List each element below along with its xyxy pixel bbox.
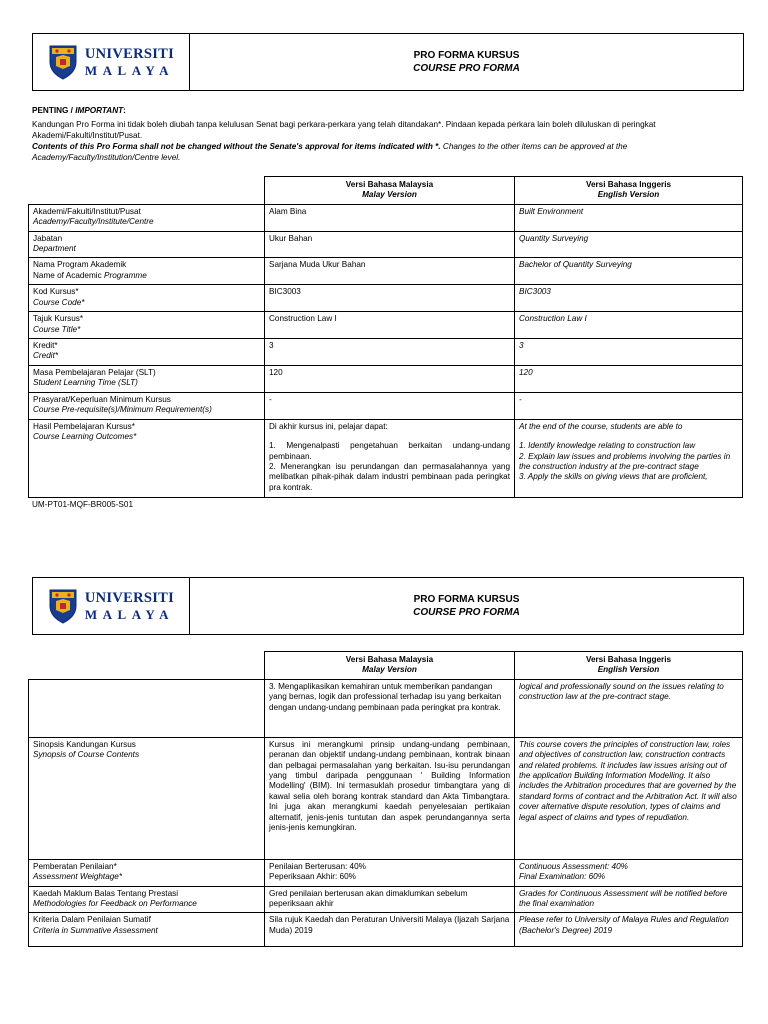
- table-row: [29, 231, 743, 258]
- criteria-malay: Sila rujuk Kaedah dan Peraturan Universiti Malaya (Ijazah Sarjana Muda) 2019: [265, 913, 515, 947]
- row-label-english: Course Pre-requisite(s)/Minimum Requirement(s): [33, 405, 212, 415]
- malay-column-title: Versi Bahasa Malaysia: [345, 655, 434, 664]
- assessment-malay: Penilaian Berterusan: 40%: [269, 861, 366, 871]
- feedback-row: [29, 886, 743, 913]
- column-header-row: [29, 177, 743, 205]
- synopsis-english: This course covers the principles of construction law, roles and objectives of construction law, construction contracts and related problems. It includes law issues arising out of the application Building Information Modelling. It also includes the Arbitration procedures that are governed by the standard forms of contract and the Arbitration Act. It will also cover alternative dispute resolution, types of claims and legal aspect of claims and types of repudiation.: [515, 737, 743, 859]
- column-header-row: [29, 652, 743, 680]
- row-label-english: Programme: [104, 270, 147, 280]
- logo-cell: [33, 34, 190, 90]
- row-label: Kriteria Dalam Penilaian Sumatif: [33, 915, 151, 925]
- row-label-english: Course Title*: [33, 324, 81, 334]
- table-row: [29, 392, 743, 419]
- page-subtitle: COURSE PRO FORMA: [413, 607, 520, 618]
- notice-colon: :: [123, 106, 126, 115]
- row-label: Masa Pembelajaran Pelajar (SLT): [33, 367, 156, 377]
- important-notice: [32, 105, 744, 163]
- university-logo: [48, 44, 174, 80]
- outcome-malay-item: 1. Mengenalpasti pengetahuan berkaitan undang-undang pembinaan.: [269, 441, 510, 461]
- row-label: Tajuk Kursus*: [33, 314, 84, 324]
- row-english-value: Built Environment: [515, 204, 743, 231]
- row-label-english: Academy/Faculty/Institute/Centre: [33, 217, 154, 227]
- row-label: Pemberatan Penilaian*: [33, 861, 117, 871]
- english-column-title: Versi Bahasa Inggeris: [585, 655, 672, 664]
- row-label: Akademi/Fakulti/Institut/Pusat: [33, 206, 141, 216]
- row-malay-value: 3: [265, 339, 515, 366]
- row-malay-value: 120: [265, 365, 515, 392]
- row-malay-value: Sarjana Muda Ukur Bahan: [265, 258, 515, 285]
- page1-header: [32, 33, 744, 91]
- crest-icon: [48, 44, 78, 80]
- outcome-malay-item: 2. Menerangkan isu perundangan dan permasalahannya yang melibatkan pihak-pihak dalam industri pembinaan pada peringkat pra kontrak.: [269, 461, 510, 492]
- outcomes-malay-intro: Di akhir kursus ini, pelajar dapat:: [269, 421, 388, 431]
- table-row: [29, 285, 743, 312]
- outcome-english-item: logical and professionally sound on the issues relating to construction law at the pre-contract stage.: [515, 679, 743, 737]
- page-title: PRO FORMA KURSUS: [413, 50, 520, 61]
- logo-line2: MALAYA: [84, 606, 174, 622]
- notice-label-malay: PENTING /: [32, 106, 76, 115]
- assessment-row: [29, 859, 743, 886]
- row-english-value: 3: [515, 339, 743, 366]
- logo-line1: UNIVERSITI: [84, 590, 175, 607]
- logo-line1: UNIVERSITI: [84, 46, 175, 63]
- row-english-value: Construction Law I: [515, 312, 743, 339]
- page2-table: [28, 651, 743, 947]
- feedback-malay: Gred penilaian berterusan akan dimaklumkan sebelum peperiksaan akhir: [265, 886, 515, 913]
- table-row: [29, 312, 743, 339]
- feedback-english: Grades for Continuous Assessment will be notified before the final examination: [515, 886, 743, 913]
- synopsis-malay: Kursus ini merangkumi prinsip undang-undang pembinaan, peranan dan objektif undang-undang pembinaan, kontrak binaan dan pelbagai permasalahan yang berkaitan. Isu-isu perundangan yang timbul daripada penggunaan ' Building Information Modelling' (BIM). Ini termasuklah prosedur timbangtara yang di kawal selia oleh borang kontrak standard dan Akta Timbangtara. Ini juga akan merangkumi kaedah penyelesaian pertikaian alternatif, jenis-jenis tuntutan dan aspek perundangannya serta jenis-jenis kemungkiran.: [265, 737, 515, 859]
- row-label-english-plain: Name of Academic: [33, 270, 104, 280]
- notice-english-bold: Contents of this Pro Forma shall not be changed without the Senate's approval for items indicated with *.: [32, 142, 441, 151]
- malay-column-subtitle: Malay Version: [362, 665, 417, 675]
- row-label-english: Criteria in Summative Assessment: [33, 925, 158, 935]
- row-label-english: Department: [33, 244, 76, 254]
- notice-malay: Kandungan Pro Forma ini tidak boleh diubah tanpa kelulusan Senat bagi perkara-perkara yang telah ditandakan*. Pindaan kepada perkara lain boleh diluluskan di peringkat Akademi/Fakulti/Institut/Pusat.: [32, 120, 656, 140]
- notice-label-english: IMPORTANT: [75, 106, 124, 115]
- table-row: [29, 258, 743, 285]
- row-label-english: Synopsis of Course Contents: [33, 750, 140, 760]
- outcome-english-item: 2. Explain law issues and problems involving the parties in the construction industry at the pre-contract stage: [519, 451, 731, 471]
- university-logo: [48, 588, 174, 624]
- outcome-english-item: 3. Apply the skills on giving views that are proficient,: [519, 472, 708, 482]
- page-subtitle: COURSE PRO FORMA: [413, 63, 520, 74]
- row-label-english: Methodologies for Feedback on Performance: [33, 899, 197, 909]
- logo-cell: [33, 578, 190, 634]
- row-label: Hasil Pembelajaran Kursus*: [33, 421, 135, 431]
- english-column-subtitle: English Version: [597, 190, 660, 200]
- row-label-english: Assessment Weightage*: [33, 872, 123, 882]
- row-label: Jabatan: [33, 233, 63, 243]
- logo-line2: MALAYA: [84, 62, 174, 78]
- row-label: Kod Kursus*: [33, 287, 79, 297]
- row-english-value: -: [515, 392, 743, 419]
- criteria-english: Please refer to University of Malaya Rules and Regulation (Bachelor's Degree) 2019: [515, 913, 743, 947]
- assessment-malay: Peperiksaan Akhir: 60%: [269, 872, 356, 882]
- document-code: UM-PT01-MQF-BR005-S01: [32, 500, 134, 509]
- row-label: Prasyarat/Keperluan Minimum Kursus: [33, 394, 171, 404]
- notice-english: Changes to the other items can be approved at the Academy/Faculty/Institution/Centre level.: [32, 142, 628, 162]
- row-label-english: Student Learning Time (SLT): [33, 378, 138, 388]
- row-label-english: Credit*: [33, 351, 59, 361]
- table-row: [29, 365, 743, 392]
- english-column-subtitle: English Version: [597, 665, 660, 675]
- outcomes-continuation-row: [29, 679, 743, 737]
- row-malay-value: BIC3003: [265, 285, 515, 312]
- row-english-value: Bachelor of Quantity Surveying: [515, 258, 743, 285]
- row-malay-value: -: [265, 392, 515, 419]
- learning-outcomes-row: [29, 419, 743, 497]
- outcome-english-item: 1. Identify knowledge relating to construction law: [519, 441, 696, 451]
- row-malay-value: Construction Law I: [265, 312, 515, 339]
- malay-column-title: Versi Bahasa Malaysia: [345, 180, 434, 189]
- row-label-english: Course Learning Outcomes*: [33, 432, 137, 442]
- page2-header: [32, 577, 744, 635]
- english-column-title: Versi Bahasa Inggeris: [585, 180, 672, 189]
- row-english-value: BIC3003: [515, 285, 743, 312]
- row-label: Kaedah Maklum Balas Tentang Prestasi: [33, 888, 179, 898]
- row-label: Kredit*: [33, 341, 58, 351]
- assessment-english: Continuous Assessment: 40%: [519, 861, 628, 871]
- assessment-english: Final Examination: 60%: [519, 872, 606, 882]
- outcome-malay-item: 3. Mengaplikasikan kemahiran untuk memberikan pandangan yang bernas, logik dan professional terhadap isu yang berkaitan dengan undang-undang pembinaan pada peringkat pra kontrak.: [265, 679, 515, 737]
- criteria-row: [29, 913, 743, 947]
- crest-icon: [48, 588, 78, 624]
- row-english-value: Quantity Surveying: [515, 231, 743, 258]
- row-malay-value: Ukur Bahan: [265, 231, 515, 258]
- row-malay-value: Alam Bina: [265, 204, 515, 231]
- synopsis-row: [29, 737, 743, 859]
- row-english-value: 120: [515, 365, 743, 392]
- table-row: [29, 204, 743, 231]
- outcomes-english-intro: At the end of the course, students are able to: [519, 421, 683, 431]
- malay-column-subtitle: Malay Version: [362, 190, 417, 200]
- page-title: PRO FORMA KURSUS: [413, 594, 520, 605]
- row-label: Sinopsis Kandungan Kursus: [33, 739, 136, 749]
- table-row: [29, 339, 743, 366]
- row-label-english: Course Code*: [33, 297, 85, 307]
- page1-table: [28, 176, 743, 498]
- row-label: Nama Program Akademik: [33, 260, 127, 270]
